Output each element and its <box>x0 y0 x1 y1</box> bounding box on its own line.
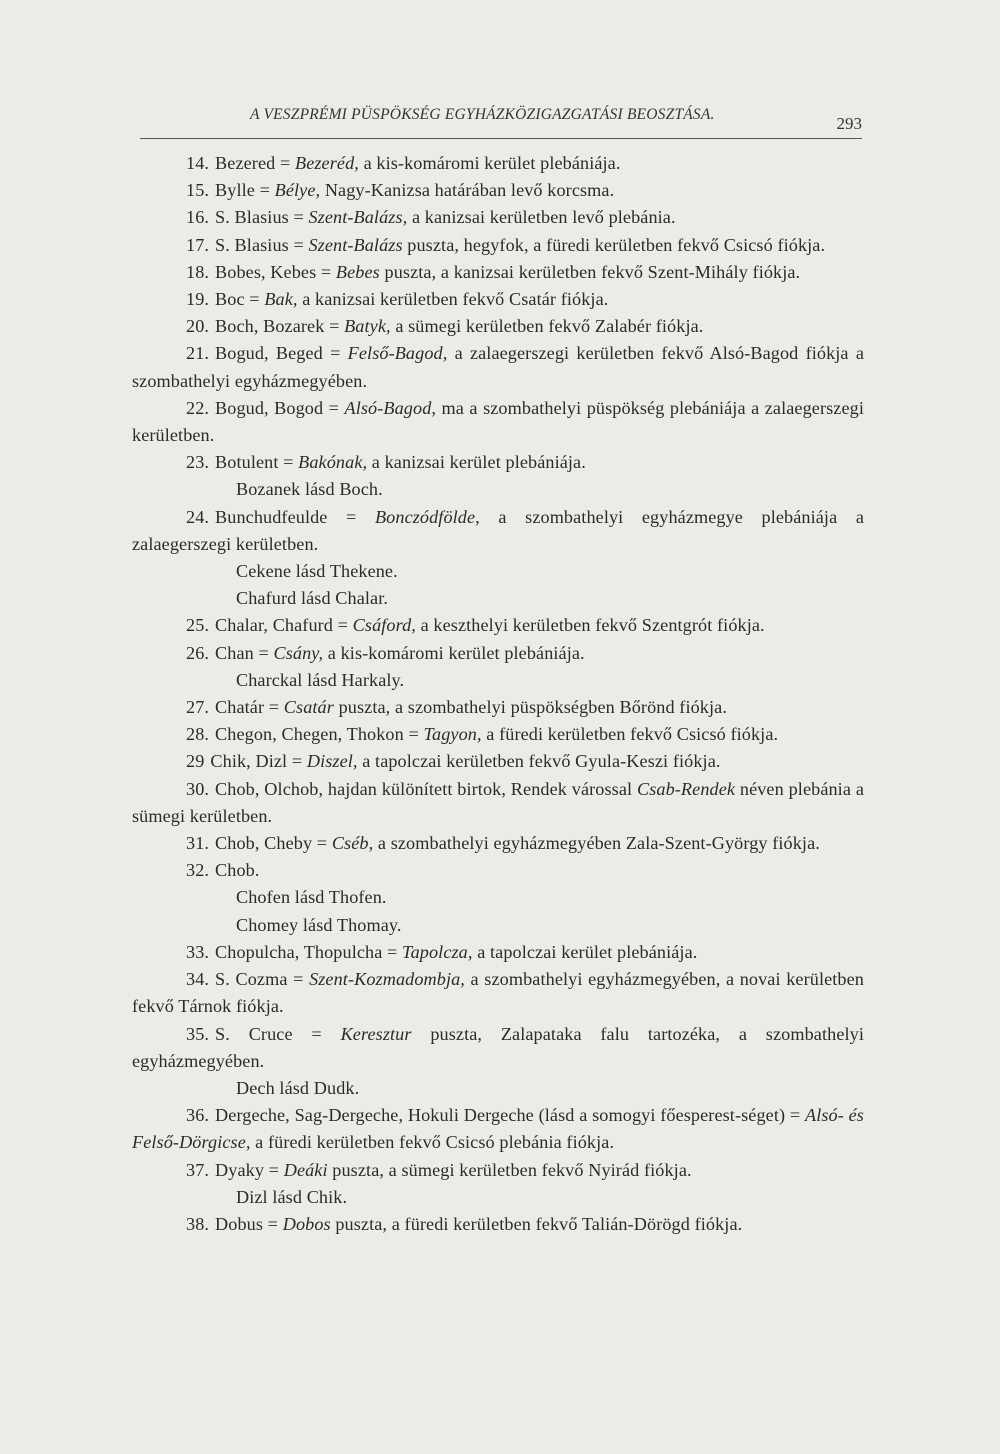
list-item <box>132 1211 864 1238</box>
entry-source-names: Charckal lásd Harkaly. <box>236 669 405 690</box>
entry-source-names: Chatár = <box>215 697 280 718</box>
list-item <box>132 966 864 1020</box>
entry-number: 32. <box>186 860 210 881</box>
entry-description: puszta, a sümegi kerületben fekvő Nyirád fiókja. <box>332 1159 692 1180</box>
list-item <box>132 612 864 639</box>
entry-description: a szombathelyi egyházmegyében, a novai kerületben fekvő Tárnok fiókja. <box>132 969 864 1017</box>
list-item <box>132 150 864 177</box>
running-title: A VESZPRÉMI PÜSPÖKSÉG EGYHÁZKÖZIGAZGATÁSI BEOSZTÁSA. <box>250 106 715 123</box>
running-head <box>140 104 862 139</box>
entry-number: 16. <box>186 207 210 228</box>
list-item <box>132 1021 864 1075</box>
entry-source-names: Dech lásd Dudk. <box>236 1077 360 1098</box>
entry-modern-name: Batyk, <box>344 316 391 337</box>
entry-source-names: Chik, Dizl = <box>210 751 303 772</box>
entry-source-names: Cekene lásd Thekene. <box>236 561 398 582</box>
entry-source-names: Dizl lásd Chik. <box>236 1186 348 1207</box>
list-item <box>132 884 864 911</box>
list-item <box>132 1157 864 1184</box>
entry-source-names: Botulent = <box>215 452 294 473</box>
entry-number: 37. <box>186 1159 210 1180</box>
entry-source-names: Bozanek lásd Boch. <box>236 479 383 500</box>
entry-modern-name: Keresztur <box>340 1023 412 1044</box>
entry-description: ma a szombathelyi püspökség plebániája a zalaegerszegi kerületben. <box>132 397 864 446</box>
entry-number: 29 <box>186 751 205 772</box>
entry-modern-name: Bezeréd, <box>294 153 359 173</box>
entry-source-names: Chob. <box>215 860 260 881</box>
entry-modern-name: Szent-Kozmadombja, <box>309 969 465 990</box>
entry-modern-name: Szent-Balázs <box>308 234 403 255</box>
entry-source-names: S. Blasius = <box>215 234 304 255</box>
list-item <box>132 286 864 313</box>
entry-list <box>132 150 864 1238</box>
list-item <box>132 313 864 340</box>
list-item <box>132 340 864 394</box>
list-item <box>132 585 864 612</box>
entry-source-names: Chafurd lásd Chalar. <box>236 588 389 609</box>
entry-number: 28. <box>186 724 210 745</box>
entry-description: puszta, hegyfok, a füredi kerületben fekvő Csicsó fiókja. <box>407 234 826 255</box>
entry-description: a kanizsai kerület plebániája. <box>371 452 586 473</box>
list-item <box>132 259 864 286</box>
entry-number: 38. <box>186 1213 210 1234</box>
page-number: 293 <box>836 114 862 133</box>
entry-description: a kanizsai kerületben fekvő Csatár fiókja. <box>302 289 609 310</box>
entry-modern-name: Alsó- és Felső-Dörgicse, <box>132 1105 864 1153</box>
entry-description: a tapolczai kerület plebániája. <box>477 941 698 962</box>
entry-number: 26. <box>186 642 210 663</box>
entry-description: puszta, a szombathelyi püspökségben Bőrönd fiókja. <box>338 697 727 718</box>
entry-modern-name: Csáford, <box>352 615 416 636</box>
entry-number: 31. <box>186 833 210 854</box>
entry-source-names: Boc = <box>215 289 260 310</box>
entry-modern-name: Bebes <box>335 261 380 282</box>
list-item <box>132 830 864 857</box>
entry-modern-name: Csány, <box>273 642 324 663</box>
list-item <box>132 857 864 884</box>
entry-description: Nagy-Kanizsa határában levő korcsma. <box>324 180 615 201</box>
entry-number: 30. <box>186 778 210 799</box>
entry-source-names: Bogud, Beged = <box>215 343 341 364</box>
entry-source-names: Dergeche, Sag-Dergeche, Hokuli Dergeche (lásd a somogyi főesperest-séget) = <box>215 1105 801 1126</box>
entry-description: a tapolczai kerületben fekvő Gyula-Keszi fiókja. <box>362 751 721 772</box>
list-item <box>132 1075 864 1102</box>
list-item <box>132 232 864 259</box>
entry-number: 19. <box>186 289 210 310</box>
entry-source-names: Chan = <box>215 642 269 663</box>
entry-modern-name: Tapolcza, <box>402 941 473 962</box>
entry-source-names: Bylle = <box>215 180 270 201</box>
list-item <box>132 395 864 449</box>
list-item <box>132 1184 864 1211</box>
entry-modern-name: Dobos <box>282 1213 331 1234</box>
entry-description: puszta, Zalapataka falu tartozéka, a szombathelyi egyházmegyében. <box>132 1023 864 1071</box>
entry-modern-name: Felső-Bagod, <box>347 343 448 364</box>
entry-source-names: S. Cruce = <box>215 1023 322 1044</box>
entry-source-names: S. Blasius = <box>215 207 304 228</box>
entry-source-names: S. Cozma = <box>215 969 304 990</box>
entry-source-names: Chalar, Chafurd = <box>215 615 348 636</box>
list-item <box>132 721 864 748</box>
entry-number: 14. <box>186 153 210 173</box>
entry-source-names: Chob, Cheby = <box>215 833 328 854</box>
list-item <box>132 748 864 775</box>
entry-number: 17. <box>186 234 210 255</box>
entry-description: a kis-komáromi kerület plebániája. <box>327 642 585 663</box>
entry-source-names: Chob, Olchob, hajdan különített birtok, Rendek várossal <box>215 778 633 799</box>
entry-number: 25. <box>186 615 210 636</box>
entry-description: a keszthelyi kerületben fekvő Szentgrót fiókja. <box>420 615 765 636</box>
entry-number: 20. <box>186 316 210 337</box>
entry-description: a kis-komáromi kerület plebániája. <box>363 153 621 173</box>
entry-source-names: Chofen lásd Thofen. <box>236 887 387 908</box>
entry-modern-name: Alsó-Bagod, <box>344 397 437 418</box>
entry-number: 34. <box>186 969 210 990</box>
entry-modern-name: Csatár <box>283 697 334 718</box>
entry-source-names: Chegon, Chegen, Thokon = <box>215 724 419 745</box>
list-item <box>132 667 864 694</box>
list-item <box>132 776 864 830</box>
entry-modern-name: Csab-Rendek <box>636 778 736 799</box>
entry-number: 27. <box>186 697 210 718</box>
entry-description: puszta, a kanizsai kerületben fekvő Szent-Mihály fiókja. <box>384 261 801 282</box>
entry-description: a zalaegerszegi kerületben fekvő Alsó-Bagod fiókja a szombathelyi egyházmegyében. <box>132 343 864 391</box>
list-item <box>132 449 864 476</box>
entry-description: a szombathelyi egyházmegyében Zala-Szent-György fiókja. <box>377 833 820 854</box>
entry-modern-name: Szent-Balázs, <box>308 207 408 228</box>
entry-number: 36. <box>186 1105 210 1126</box>
entry-description: a kanizsai kerületben levő plebánia. <box>411 207 676 228</box>
entry-modern-name: Bélye, <box>274 180 321 201</box>
entry-number: 35. <box>186 1023 210 1044</box>
list-item <box>132 177 864 204</box>
list-item <box>132 476 864 503</box>
entry-modern-name: Bonczódfölde, <box>374 506 480 527</box>
entry-modern-name: Bak, <box>264 289 298 310</box>
list-item <box>132 694 864 721</box>
entry-description: néven plebánia a sümegi kerületben. <box>132 778 864 826</box>
entry-number: 21. <box>186 343 210 364</box>
list-item <box>132 558 864 585</box>
entry-description: a szombathelyi egyházmegye plebániája a zalaegerszegi kerületben. <box>132 506 865 554</box>
list-item <box>132 640 864 667</box>
entry-description: puszta, a füredi kerületben fekvő Talián-Dörögd fiókja. <box>335 1213 743 1234</box>
list-item <box>132 1102 864 1156</box>
entry-modern-name: Cséb, <box>331 833 374 854</box>
entry-source-names: Dyaky = <box>215 1159 280 1180</box>
entry-source-names: Bunchudfeulde = <box>215 506 357 527</box>
entry-number: 18. <box>186 261 210 282</box>
entry-number: 24. <box>186 506 210 527</box>
list-item <box>132 504 864 558</box>
entry-description: a füredi kerületben fekvő Csicsó fiókja. <box>486 724 779 745</box>
list-item <box>132 204 864 231</box>
list-item <box>132 912 864 939</box>
entry-source-names: Bezered = <box>215 153 291 173</box>
entry-source-names: Chomey lásd Thomay. <box>236 914 402 935</box>
entry-modern-name: Bakónak, <box>298 452 368 473</box>
entry-source-names: Bobes, Kebes = <box>215 261 332 282</box>
entry-source-names: Dobus = <box>215 1213 279 1234</box>
list-item <box>132 939 864 966</box>
entry-modern-name: Deáki <box>283 1159 328 1180</box>
entry-source-names: Bogud, Bogod = <box>215 397 340 418</box>
entry-source-names: Boch, Bozarek = <box>215 316 340 337</box>
entry-description: a sümegi kerületben fekvő Zalabér fiókja. <box>395 316 704 337</box>
entry-number: 33. <box>186 941 210 962</box>
entry-number: 23. <box>186 452 210 473</box>
entry-number: 22. <box>186 397 210 418</box>
entry-number: 15. <box>186 180 210 201</box>
entry-description: a füredi kerületben fekvő Csicsó plebánia fiókja. <box>255 1132 615 1153</box>
entry-modern-name: Tagyon, <box>423 724 482 745</box>
entry-source-names: Chopulcha, Thopulcha = <box>215 941 398 962</box>
entry-modern-name: Diszel, <box>306 751 358 772</box>
